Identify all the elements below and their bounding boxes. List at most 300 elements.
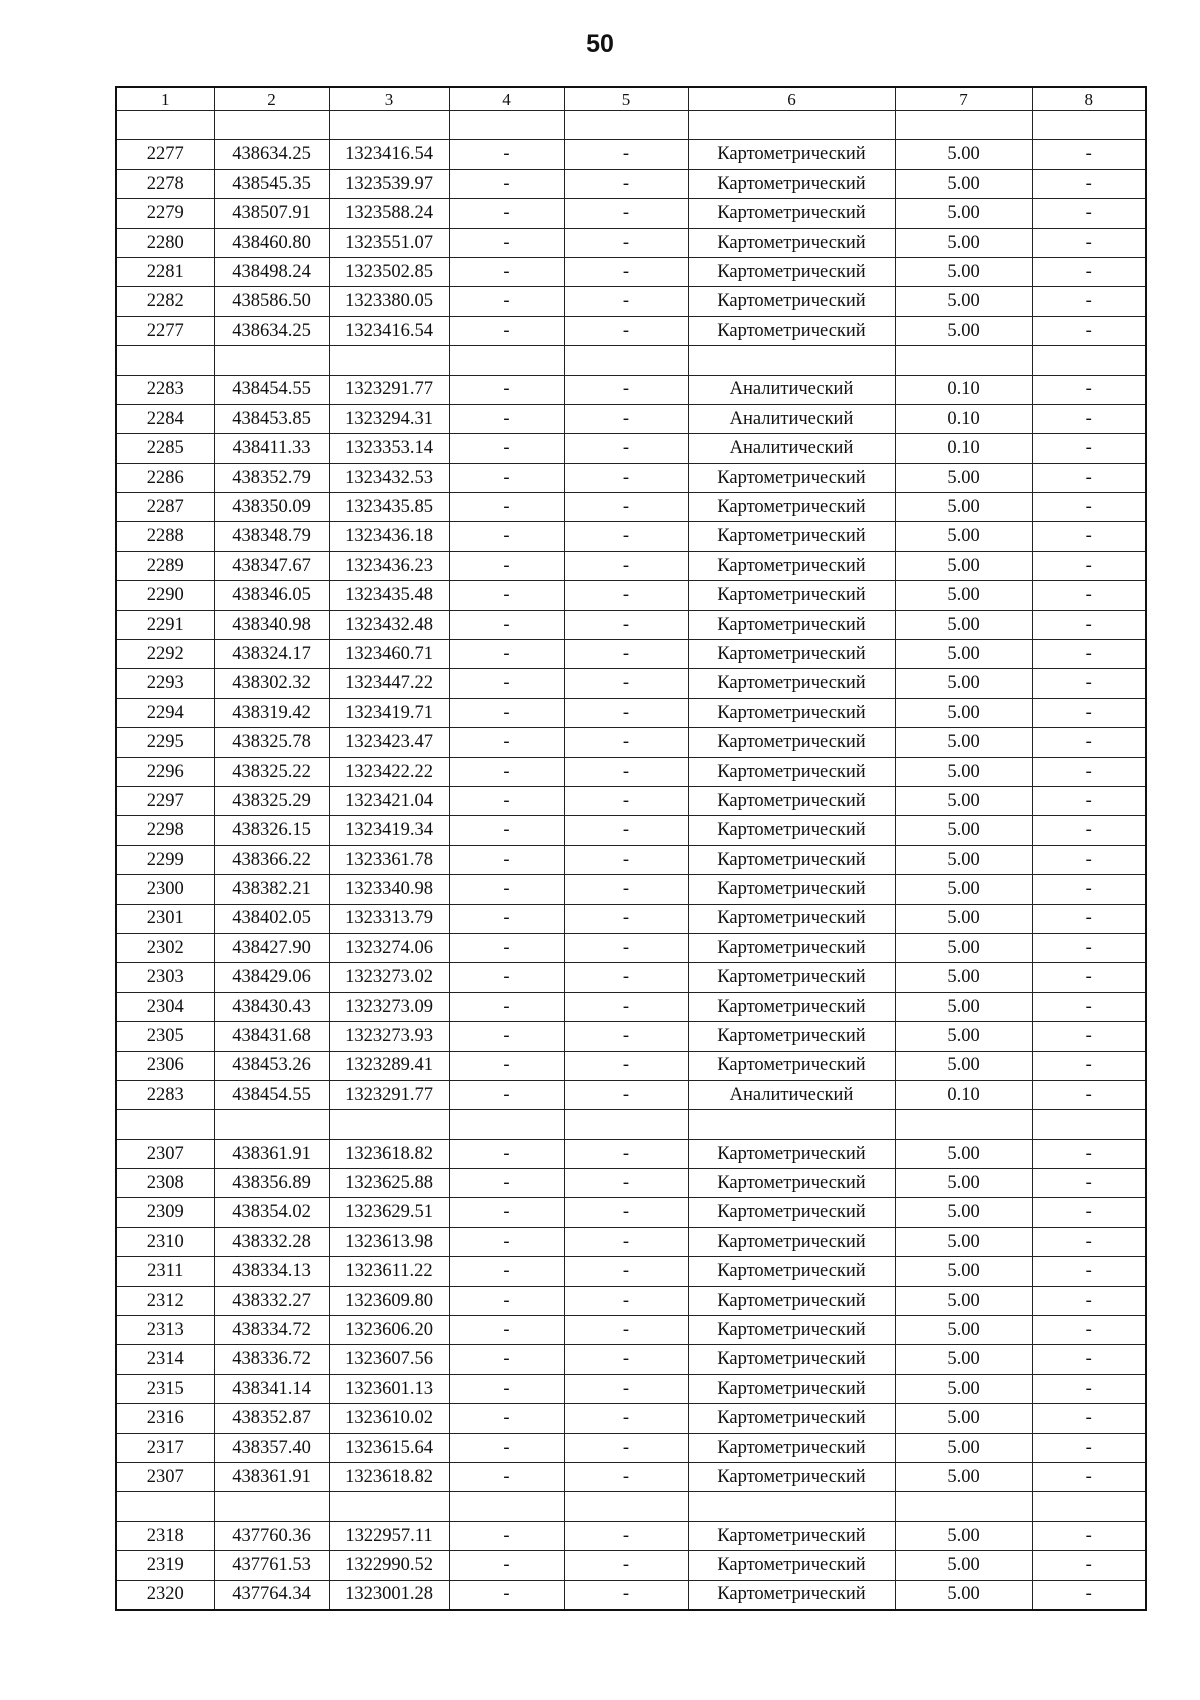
table-cell: -	[449, 1551, 564, 1580]
table-cell: -	[1032, 404, 1146, 433]
table-cell: -	[1032, 1374, 1146, 1403]
table-cell: 438357.40	[214, 1433, 329, 1462]
table-cell: Картометрический	[688, 1286, 895, 1315]
table-row	[116, 845, 1146, 874]
table-row	[116, 169, 1146, 198]
table-cell: Аналитический	[688, 434, 895, 463]
table-row	[116, 434, 1146, 463]
table-row	[116, 1051, 1146, 1080]
table-cell: 2277	[116, 316, 214, 345]
table-cell: 5.00	[895, 610, 1032, 639]
table-cell: Картометрический	[688, 904, 895, 933]
table-cell: -	[449, 757, 564, 786]
table-cell: 438324.17	[214, 640, 329, 669]
table-cell: -	[1032, 463, 1146, 492]
table-cell: Картометрический	[688, 1521, 895, 1550]
table-cell: -	[449, 1139, 564, 1168]
table-cell: 5.00	[895, 875, 1032, 904]
table-cell: -	[1032, 1051, 1146, 1080]
table-cell: 1323551.07	[329, 228, 449, 257]
table-cell: 5.00	[895, 1198, 1032, 1227]
table-cell: -	[1032, 875, 1146, 904]
column-header: 5	[564, 87, 688, 111]
table-cell: -	[564, 963, 688, 992]
table-row	[116, 904, 1146, 933]
table-cell: -	[564, 287, 688, 316]
table-row	[116, 140, 1146, 169]
table-cell: 2303	[116, 963, 214, 992]
table-cell: 2306	[116, 1051, 214, 1080]
table-row	[116, 493, 1146, 522]
table-cell: -	[449, 493, 564, 522]
table-row	[116, 1462, 1146, 1491]
table-cell: -	[564, 904, 688, 933]
table-cell: 2293	[116, 669, 214, 698]
table-cell: 2286	[116, 463, 214, 492]
table-cell: -	[1032, 375, 1146, 404]
table-cell: 438354.02	[214, 1198, 329, 1227]
table-cell: 2297	[116, 786, 214, 815]
table-row	[116, 963, 1146, 992]
table-cell: -	[449, 581, 564, 610]
table-cell: 1323436.23	[329, 551, 449, 580]
table-cell: Картометрический	[688, 1580, 895, 1610]
table-cell: 1323273.93	[329, 1022, 449, 1051]
table-row	[116, 375, 1146, 404]
table-cell	[449, 346, 564, 375]
table-cell: -	[1032, 1345, 1146, 1374]
table-cell: Картометрический	[688, 1198, 895, 1227]
table-cell: 438332.28	[214, 1227, 329, 1256]
table-cell: -	[449, 698, 564, 727]
table-cell: 5.00	[895, 581, 1032, 610]
table-cell: -	[564, 257, 688, 286]
table-cell: -	[1032, 786, 1146, 815]
table-cell: 5.00	[895, 1345, 1032, 1374]
table-cell: 438336.72	[214, 1345, 329, 1374]
table-cell: 5.00	[895, 1169, 1032, 1198]
table-cell: Картометрический	[688, 963, 895, 992]
table-cell: 438586.50	[214, 287, 329, 316]
table-cell: 0.10	[895, 1080, 1032, 1109]
table-cell: 5.00	[895, 228, 1032, 257]
table-cell: 1323353.14	[329, 434, 449, 463]
table-cell: 1322957.11	[329, 1521, 449, 1550]
table-cell: 2279	[116, 199, 214, 228]
table-cell: 2320	[116, 1580, 214, 1610]
table-row	[116, 1227, 1146, 1256]
table-cell: 5.00	[895, 257, 1032, 286]
table-cell: -	[564, 1080, 688, 1109]
table-cell: -	[449, 963, 564, 992]
table-cell: 1323432.53	[329, 463, 449, 492]
table-cell: 1323419.34	[329, 816, 449, 845]
table-cell: -	[449, 610, 564, 639]
table-cell: 438453.85	[214, 404, 329, 433]
table-row	[116, 610, 1146, 639]
table-row	[116, 1198, 1146, 1227]
table-row	[116, 728, 1146, 757]
table-cell: -	[564, 933, 688, 962]
table-row	[116, 581, 1146, 610]
table-cell: -	[449, 992, 564, 1021]
table-cell: 0.10	[895, 434, 1032, 463]
table-cell: -	[1032, 1404, 1146, 1433]
table-cell: 1323435.85	[329, 493, 449, 522]
table-cell: 1323416.54	[329, 140, 449, 169]
table-row	[116, 228, 1146, 257]
table-row	[116, 1316, 1146, 1345]
table-row	[116, 1080, 1146, 1109]
table-cell: -	[1032, 1580, 1146, 1610]
table-cell: -	[1032, 493, 1146, 522]
table-cell: 2301	[116, 904, 214, 933]
table-separator-row	[116, 346, 1146, 375]
table-row	[116, 816, 1146, 845]
table-cell: -	[1032, 1227, 1146, 1256]
table-cell: 2314	[116, 1345, 214, 1374]
table-cell: -	[1032, 669, 1146, 698]
table-cell: -	[449, 1580, 564, 1610]
table-cell: -	[1032, 816, 1146, 845]
table-cell: -	[564, 1286, 688, 1315]
table-cell: 1323447.22	[329, 669, 449, 698]
table-cell: 2292	[116, 640, 214, 669]
table-cell: 5.00	[895, 551, 1032, 580]
table-cell: -	[449, 169, 564, 198]
table-cell: 438334.72	[214, 1316, 329, 1345]
table-cell: -	[449, 1345, 564, 1374]
table-cell: -	[564, 669, 688, 698]
table-cell: 2298	[116, 816, 214, 845]
table-cell: 2318	[116, 1521, 214, 1550]
table-cell: -	[449, 1169, 564, 1198]
table-cell: Картометрический	[688, 1022, 895, 1051]
table-cell: Картометрический	[688, 493, 895, 522]
table-cell: 438348.79	[214, 522, 329, 551]
table-cell	[895, 111, 1032, 140]
table-cell: 5.00	[895, 140, 1032, 169]
table-cell: Картометрический	[688, 316, 895, 345]
table-separator-row	[116, 1492, 1146, 1521]
table-cell: 1323291.77	[329, 1080, 449, 1109]
table-cell: -	[1032, 199, 1146, 228]
table-cell: 438431.68	[214, 1022, 329, 1051]
table-cell	[214, 1110, 329, 1139]
table-cell: 1323502.85	[329, 257, 449, 286]
table-cell: 1323613.98	[329, 1227, 449, 1256]
table-cell: 1323423.47	[329, 728, 449, 757]
table-cell: 1323436.18	[329, 522, 449, 551]
table-cell: Картометрический	[688, 463, 895, 492]
table-cell: 2280	[116, 228, 214, 257]
table-cell: -	[449, 228, 564, 257]
table-cell: -	[564, 1462, 688, 1491]
table-cell: 438382.21	[214, 875, 329, 904]
table-cell: 438325.78	[214, 728, 329, 757]
table-cell: 1323291.77	[329, 375, 449, 404]
table-cell	[564, 1492, 688, 1521]
table-cell: 5.00	[895, 1227, 1032, 1256]
table-cell: -	[564, 1257, 688, 1286]
table-cell: Картометрический	[688, 875, 895, 904]
table-cell: 2284	[116, 404, 214, 433]
table-cell: Картометрический	[688, 1374, 895, 1403]
table-cell: 5.00	[895, 669, 1032, 698]
table-cell: -	[449, 845, 564, 874]
table-cell: 2291	[116, 610, 214, 639]
table-cell: 1323419.71	[329, 698, 449, 727]
table-cell: -	[449, 140, 564, 169]
table-cell: 5.00	[895, 169, 1032, 198]
table-cell	[449, 1492, 564, 1521]
table-cell: 2316	[116, 1404, 214, 1433]
table-cell: -	[564, 228, 688, 257]
table-cell: -	[1032, 287, 1146, 316]
table-row	[116, 1404, 1146, 1433]
table-cell: -	[564, 1404, 688, 1433]
table-cell: Картометрический	[688, 757, 895, 786]
table-row	[116, 1022, 1146, 1051]
table-row	[116, 992, 1146, 1021]
table-cell: Картометрический	[688, 698, 895, 727]
table-row	[116, 640, 1146, 669]
table-cell: -	[564, 1345, 688, 1374]
table-cell	[1032, 1110, 1146, 1139]
table-cell: -	[564, 1051, 688, 1080]
table-cell: 2300	[116, 875, 214, 904]
table-cell: Картометрический	[688, 228, 895, 257]
table-cell: -	[449, 640, 564, 669]
table-cell: 2307	[116, 1139, 214, 1168]
table-cell: 5.00	[895, 1374, 1032, 1403]
table-row	[116, 757, 1146, 786]
table-cell: -	[564, 1227, 688, 1256]
table-cell	[564, 1110, 688, 1139]
table-cell: 5.00	[895, 199, 1032, 228]
table-cell: 5.00	[895, 1316, 1032, 1345]
table-cell: Картометрический	[688, 1227, 895, 1256]
table-cell: -	[1032, 316, 1146, 345]
table-cell: -	[1032, 1521, 1146, 1550]
column-header: 4	[449, 87, 564, 111]
column-header: 6	[688, 87, 895, 111]
table-cell: 2319	[116, 1551, 214, 1580]
table-cell: -	[449, 728, 564, 757]
table-cell: 438454.55	[214, 375, 329, 404]
table-cell	[449, 1110, 564, 1139]
table-cell: 2278	[116, 169, 214, 198]
table-cell: 438429.06	[214, 963, 329, 992]
table-cell: -	[449, 1433, 564, 1462]
table-cell: Картометрический	[688, 287, 895, 316]
table-cell: 438634.25	[214, 316, 329, 345]
table-cell: -	[1032, 1022, 1146, 1051]
table-cell	[688, 1492, 895, 1521]
table-cell: 438454.55	[214, 1080, 329, 1109]
table-cell: -	[564, 698, 688, 727]
table-cell	[895, 1492, 1032, 1521]
table-cell: Аналитический	[688, 404, 895, 433]
table-cell: 437760.36	[214, 1521, 329, 1550]
table-row	[116, 463, 1146, 492]
table-cell: -	[1032, 963, 1146, 992]
table-cell: Картометрический	[688, 992, 895, 1021]
table-cell: -	[564, 1022, 688, 1051]
table-cell: -	[449, 404, 564, 433]
table-cell	[564, 346, 688, 375]
table-cell: 438634.25	[214, 140, 329, 169]
table-cell: -	[1032, 845, 1146, 874]
table-cell	[329, 346, 449, 375]
table-cell: -	[449, 1374, 564, 1403]
table-cell	[688, 1110, 895, 1139]
table-cell: Картометрический	[688, 845, 895, 874]
table-cell: -	[449, 551, 564, 580]
table-cell: -	[564, 551, 688, 580]
table-cell: 2315	[116, 1374, 214, 1403]
table-row	[116, 1433, 1146, 1462]
table-cell: -	[564, 1580, 688, 1610]
table-row	[116, 1139, 1146, 1168]
table-cell: Картометрический	[688, 1345, 895, 1374]
table-cell: -	[449, 1404, 564, 1433]
table-cell: 1323615.64	[329, 1433, 449, 1462]
table-cell: -	[564, 463, 688, 492]
table-cell: 438356.89	[214, 1169, 329, 1198]
table-cell: 438411.33	[214, 434, 329, 463]
table-cell: Картометрический	[688, 610, 895, 639]
table-row	[116, 404, 1146, 433]
table-cell: 438325.22	[214, 757, 329, 786]
table-cell	[564, 111, 688, 140]
table-cell: 438352.87	[214, 1404, 329, 1433]
table-cell: Картометрический	[688, 1139, 895, 1168]
table-cell: 5.00	[895, 1257, 1032, 1286]
table-cell: 5.00	[895, 1521, 1032, 1550]
table-cell: 437761.53	[214, 1551, 329, 1580]
table-cell: Картометрический	[688, 199, 895, 228]
table-cell: Картометрический	[688, 640, 895, 669]
table-cell: 5.00	[895, 933, 1032, 962]
table-cell: -	[449, 257, 564, 286]
table-cell: 5.00	[895, 1051, 1032, 1080]
table-row	[116, 698, 1146, 727]
table-cell: -	[449, 375, 564, 404]
table-cell: -	[449, 434, 564, 463]
table-cell: 2281	[116, 257, 214, 286]
table-cell: 5.00	[895, 1551, 1032, 1580]
table-cell: -	[1032, 1316, 1146, 1345]
table-cell: 1323273.02	[329, 963, 449, 992]
table-cell: -	[564, 757, 688, 786]
table-row	[116, 1169, 1146, 1198]
column-header: 7	[895, 87, 1032, 111]
table-cell: Картометрический	[688, 140, 895, 169]
table-cell: -	[1032, 933, 1146, 962]
table-cell: 438498.24	[214, 257, 329, 286]
table-cell: 2312	[116, 1286, 214, 1315]
table-cell: Аналитический	[688, 1080, 895, 1109]
table-cell: -	[449, 522, 564, 551]
table-cell: -	[1032, 728, 1146, 757]
table-cell: 438302.32	[214, 669, 329, 698]
table-row	[116, 551, 1146, 580]
table-cell: 5.00	[895, 1022, 1032, 1051]
table-cell	[1032, 111, 1146, 140]
table-cell: -	[449, 1286, 564, 1315]
table-cell: Картометрический	[688, 933, 895, 962]
table-cell: 5.00	[895, 1286, 1032, 1315]
table-cell: Картометрический	[688, 581, 895, 610]
table-cell: 5.00	[895, 1139, 1032, 1168]
table-cell: 437764.34	[214, 1580, 329, 1610]
table-cell: 2317	[116, 1433, 214, 1462]
table-cell: 1323618.82	[329, 1139, 449, 1168]
table-cell: -	[1032, 640, 1146, 669]
table-cell: -	[1032, 169, 1146, 198]
table-cell: 438361.91	[214, 1139, 329, 1168]
table-cell: -	[564, 992, 688, 1021]
table-cell: 438507.91	[214, 199, 329, 228]
table-cell: -	[564, 316, 688, 345]
table-cell: 5.00	[895, 287, 1032, 316]
table-cell: 2282	[116, 287, 214, 316]
table-cell	[1032, 346, 1146, 375]
table-cell: -	[564, 1316, 688, 1345]
table-row	[116, 257, 1146, 286]
table-cell: 5.00	[895, 1462, 1032, 1491]
table-cell: -	[449, 1080, 564, 1109]
table-cell: -	[1032, 1080, 1146, 1109]
table-cell: 2295	[116, 728, 214, 757]
table-cell: Картометрический	[688, 1169, 895, 1198]
table-cell: -	[564, 1139, 688, 1168]
table-cell: -	[1032, 698, 1146, 727]
table-cell: 438460.80	[214, 228, 329, 257]
table-cell: -	[449, 816, 564, 845]
table-cell: -	[564, 1551, 688, 1580]
table-cell: 438334.13	[214, 1257, 329, 1286]
table-cell: 2310	[116, 1227, 214, 1256]
table-cell: -	[564, 786, 688, 815]
table-header-row	[116, 87, 1146, 111]
table-cell: 2296	[116, 757, 214, 786]
table-row	[116, 316, 1146, 345]
table-cell: -	[1032, 1286, 1146, 1315]
table-cell: -	[1032, 757, 1146, 786]
table-cell: -	[564, 1198, 688, 1227]
table-cell: 1323294.31	[329, 404, 449, 433]
table-cell: -	[1032, 522, 1146, 551]
table-cell: 5.00	[895, 786, 1032, 815]
table-cell: 438430.43	[214, 992, 329, 1021]
table-cell: Картометрический	[688, 1257, 895, 1286]
table-cell: -	[564, 522, 688, 551]
table-cell: Картометрический	[688, 551, 895, 580]
table-cell: -	[564, 140, 688, 169]
table-cell: -	[564, 169, 688, 198]
table-cell: 1323432.48	[329, 610, 449, 639]
table-cell: 2309	[116, 1198, 214, 1227]
table-row	[116, 1580, 1146, 1610]
table-cell: Картометрический	[688, 169, 895, 198]
table-cell: -	[449, 1257, 564, 1286]
table-cell	[214, 346, 329, 375]
table-cell: 0.10	[895, 404, 1032, 433]
table-cell: 0.10	[895, 375, 1032, 404]
table-cell: 438326.15	[214, 816, 329, 845]
